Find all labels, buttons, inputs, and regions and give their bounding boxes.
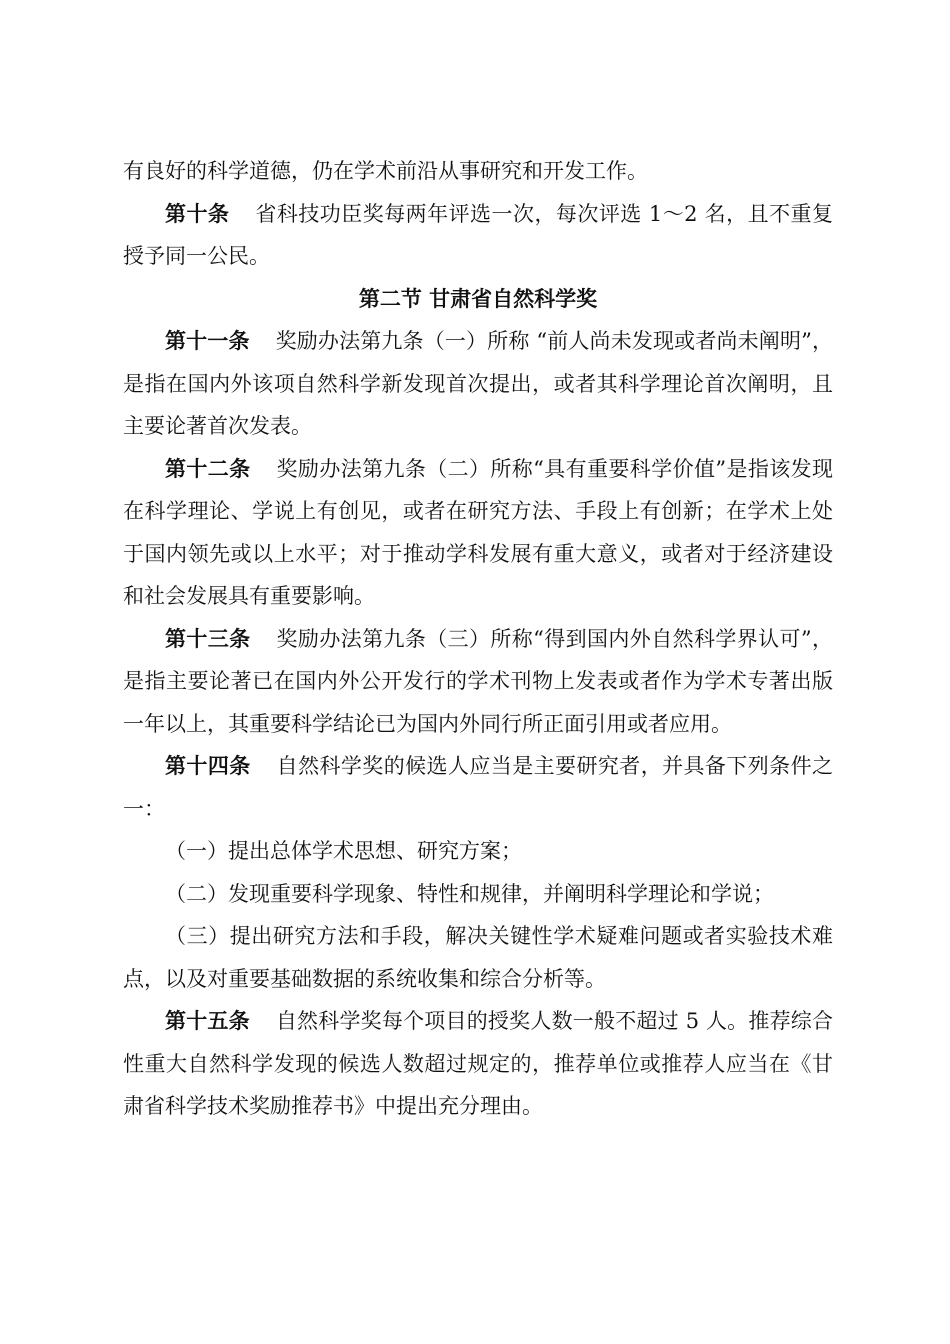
article-text: 奖励办法第九条（一）所称 “前人尚未发现或者尚未阐明”，是指在国内外该项自然科学新发现首次提出，或者其科学理论首次阐明，且主要论著首次发表。 [123, 329, 833, 438]
article-15 [123, 1000, 833, 1128]
paragraph-continuation [123, 150, 833, 193]
article-text: 省科技功臣奖每两年评选一次，每次评选 1～2 名，且不重复授予同一公民。 [123, 201, 834, 268]
article-12 [123, 448, 833, 618]
paragraph-text: 有良好的科学道德，仍在学术前沿从事研究和开发工作。 [123, 159, 648, 183]
list-item: （二）发现重要科学现象、特性和规律，并阐明科学理论和学说； [165, 881, 774, 906]
article-text: 奖励办法第九条（三）所称“得到国内外自然科学界认可”，是指主要论著已在国内外公开发行的学术刊物上发表或者作为学术专著出版一年以上，其重要科学结论已为国内外同行所正面引用或者应用。 [123, 626, 833, 736]
list-item: （三）提出研究方法和手段，解决关键性学术疑难问题或者实验技术难点，以及对重要基础数据的系统收集和综合分析等。 [123, 924, 833, 991]
list-item: （一）提出总体学术思想、研究方案； [165, 839, 522, 863]
article-label: 第十三条 [165, 626, 251, 651]
article-label: 第十五条 [165, 1009, 250, 1033]
article-11 [123, 320, 833, 448]
article-label: 第十条 [165, 201, 230, 226]
document-page [123, 150, 833, 1128]
article-label: 第十一条 [165, 329, 250, 353]
article-text: 奖励办法第九条（二）所称“具有重要科学价值”是指该发现在科学理论、学说上有创见，或者在研究方法、手段上有创新；在学术上处于国内领先或以上水平；对于推动学科发展有重大意义，或者对于经济建设和社会发展具有重要影响。 [123, 456, 833, 608]
article-label: 第十二条 [165, 456, 251, 481]
article-10 [123, 193, 833, 278]
article-text: 自然科学奖的候选人应当是主要研究者，并具备下列条件之一： [123, 754, 833, 821]
article-14 [123, 745, 833, 830]
article-label: 第十四条 [165, 754, 251, 778]
article-13 [123, 618, 833, 746]
section-title: 第二节 甘肃省自然科学奖 [358, 286, 598, 311]
article-text: 自然科学奖每个项目的授奖人数一般不超过 5 人。推荐综合性重大自然科学发现的候选人数超过规定的，推荐单位或推荐人应当在《甘肃省科学技术奖励推荐书》中提出充分理由。 [123, 1009, 833, 1118]
